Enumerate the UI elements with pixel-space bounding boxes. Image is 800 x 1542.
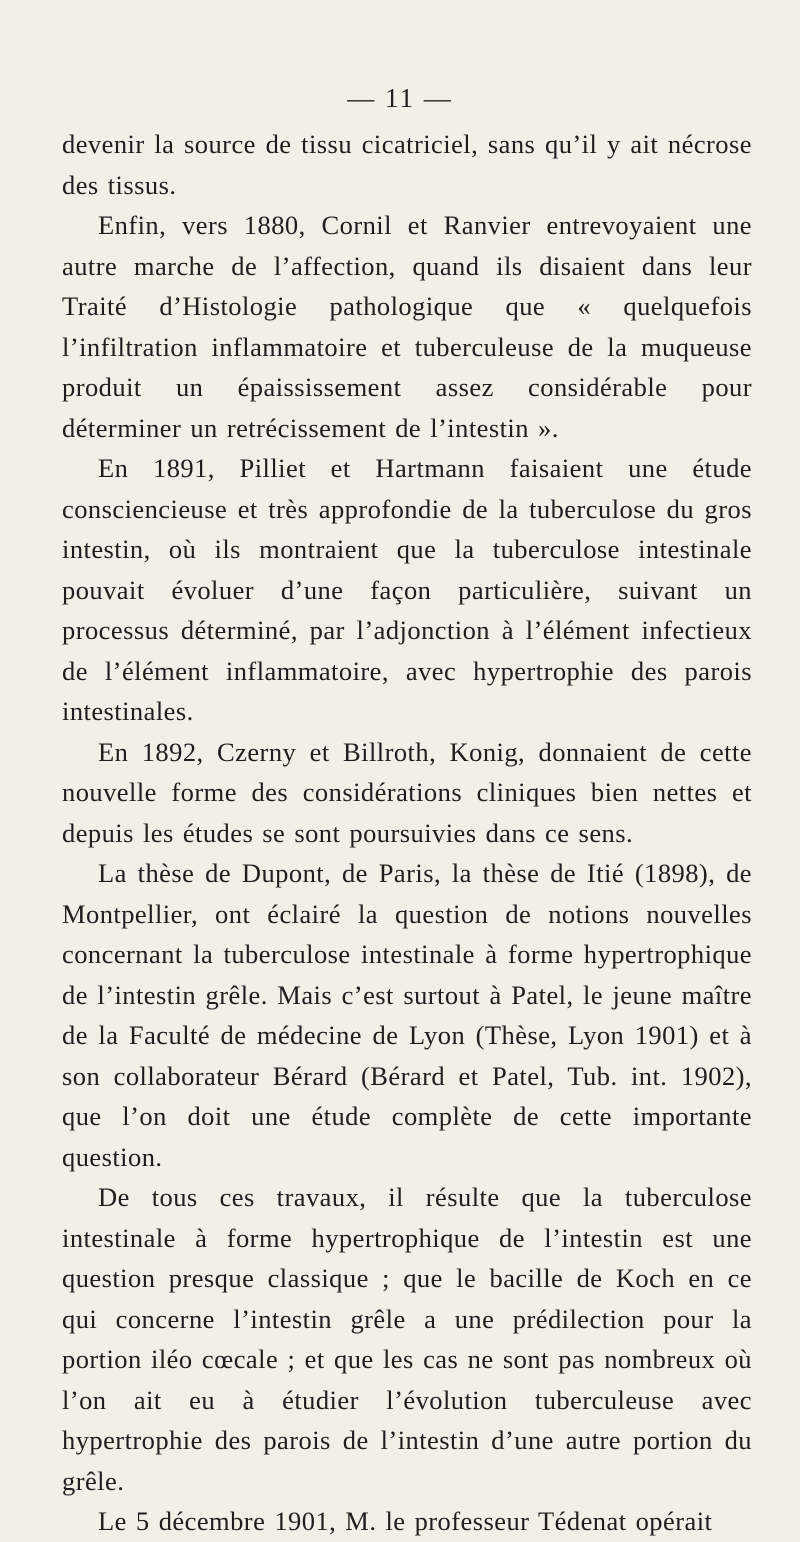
body-text [62,124,752,1542]
paragraph-tedenat: Le 5 décembre 1901, M. le professeur Tédenat opérait [98,1506,713,1536]
paragraph-conclusion: De tous ces travaux, il résulte que la tuberculose intestinale à forme hypertrophique de l’intestin est une question presque classique ; que le bacille de Koch en ce qui concerne l’intestin grêle a une prédilection pour la portion iléo cœcale ; et que les cas ne sont pas nombreux où l’on ait eu à étudier l’évolution tuberculeuse avec hypertrophie des parois de l’intestin d’une autre portion du grêle. [62,1182,752,1496]
paragraph-czerny-billroth: En 1892, Czerny et Billroth, Konig, donnaient de cette nouvelle forme des considérations cliniques bien nettes et depuis les études se sont poursuivies dans ce sens. [62,736,752,848]
page-number: — 11 — [347,83,453,113]
paragraph-dupont-itie: La thèse de Dupont, de Paris, la thèse de Itié (1898), de Montpellier, ont éclairé la question de notions nouvelles concernant la tuberculose intestinale à forme hypertrophique de l’intestin grêle. Mais c’est surtout à Patel, le jeune maître de la Faculté de médecine de Lyon (Thèse, Lyon 1901) et à son collaborateur Bérard (Bérard et Patel, Tub. int. 1902), que l’on doit une étude complète de cette importante question. [62,858,752,1172]
paragraph-continuation: devenir la source de tissu cicatriciel, sans qu’il y ait nécrose des tissus. [62,129,752,200]
paragraph-pilliet-hartmann: En 1891, Pilliet et Hartmann faisaient une étude consciencieuse et très approfondie de la tuberculose du gros intestin, où ils montraient que la tuberculose intestinale pouvait évoluer d’une façon particulière, suivant un processus déterminé, par l’adjonction à l’élément infectieux de l’élément inflammatoire, avec hypertrophie des parois intestinales. [62,453,752,726]
paragraph-cornil-ranvier: Enfin, vers 1880, Cornil et Ranvier entrevoyaient une autre marche de l’affection, quand ils disaient dans leur Traité d’Histologie pathologique que « quelquefois l’infiltration inflammatoire et tuberculeuse de la muqueuse produit un épaississement assez considérable pour déterminer un retrécissement de l’intestin ». [62,210,752,443]
